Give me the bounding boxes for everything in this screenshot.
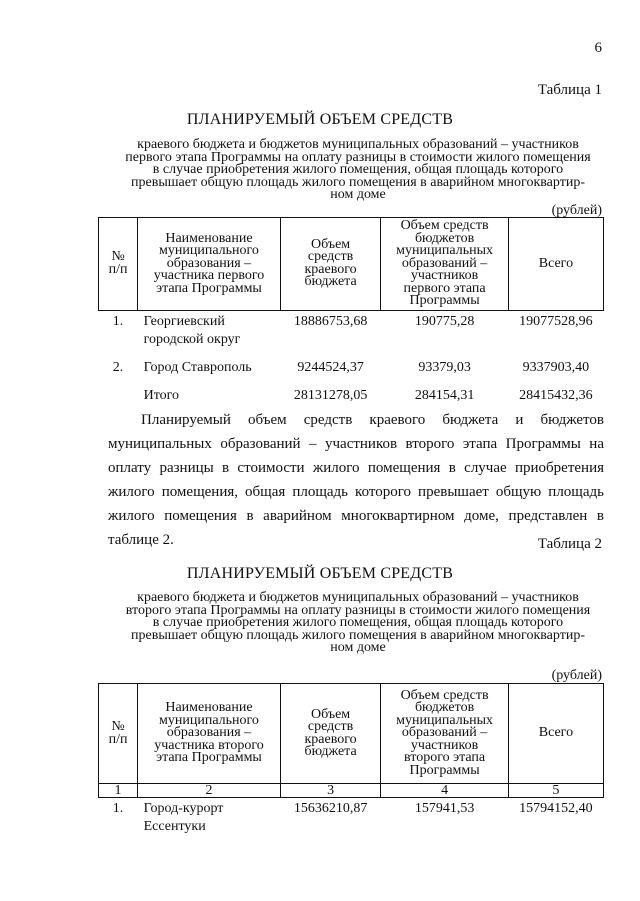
row-regional: 9244524,37 xyxy=(297,359,364,375)
row-regional: 18886753,68 xyxy=(293,313,368,329)
total-label: Итого xyxy=(143,387,180,403)
row-total: 19077528,96 xyxy=(519,313,593,329)
table1-label: Таблица 1 xyxy=(537,82,602,98)
row-name: Георгиевский городской округ xyxy=(143,313,241,347)
row-name: Город Ставрополь xyxy=(143,359,252,375)
header-name: Наименование муниципального образования – участника первого этапа Программы xyxy=(138,218,281,311)
table1-subtitle: краевого бюджета и бюджетов муниципальных образований – участников первого этапа Программы на оплату разницы в стоимости жилого помещения в случае приобретения жилого помещения, общая площадь которого превышает общую площадь жилого помещения в аварийном многоквартир- ном доме xyxy=(125,137,591,202)
header-num: № п/п xyxy=(99,684,138,784)
table1-title: ПЛАНИРУЕМЫЙ ОБЪЕМ СРЕДСТВ xyxy=(186,111,454,128)
header-regional: Объем средств краевого бюджета xyxy=(280,218,380,311)
table2-unit: (рублей) xyxy=(551,668,602,683)
table-row xyxy=(99,798,604,837)
total-row xyxy=(99,385,604,405)
row-num: 1. xyxy=(112,801,124,816)
row-regional: 15636210,87 xyxy=(293,801,368,816)
row-name: Город-курорт Ессентуки xyxy=(143,801,224,834)
table1 xyxy=(98,217,604,405)
table2-label: Таблица 2 xyxy=(537,536,602,552)
page-number: 6 xyxy=(594,40,602,56)
row-municipal: 157941,53 xyxy=(414,801,475,816)
column-number: 5 xyxy=(508,784,603,798)
total-total: 28415432,36 xyxy=(519,387,593,403)
column-number: 1 xyxy=(99,784,138,798)
header-num: № п/п xyxy=(99,218,138,311)
total-regional: 28131278,05 xyxy=(293,387,368,403)
table2-subtitle: краевого бюджета и бюджетов муниципальных образований – участников второго этапа Программы на оплату разницы в стоимости жилого помещения в случае приобретения жилого помещения, общая площадь которого превышает общую площадь жилого помещения в аварийном многоквартир- ном доме xyxy=(125,590,591,655)
header-total: Всего xyxy=(508,684,603,784)
row-municipal: 93379,03 xyxy=(418,359,471,375)
column-number: 3 xyxy=(280,784,380,798)
column-number: 4 xyxy=(381,784,509,798)
row-municipal: 190775,28 xyxy=(414,313,475,329)
body-paragraph: Планируемый объем средств краевого бюджета и бюджетов муниципальных образований – участников второго этапа Программы на оплату разницы в стоимости жилого помещения в случае приобретения жилого помещения, общая площадь которого превышает общую площадь жилого помещения в аварийном многоквартирном доме, представлен в таблице 2. xyxy=(108,412,604,548)
total-municipal: 284154,31 xyxy=(414,387,475,403)
table-row xyxy=(99,355,604,385)
header-municipal: Объем средств бюджетов муниципальных образований – участников первого этапа Программы xyxy=(381,218,509,311)
column-number: 2 xyxy=(138,784,281,798)
header-name: Наименование муниципального образования – участника второго этапа Программы xyxy=(138,684,281,784)
table2 xyxy=(98,683,604,836)
column-numbers-row xyxy=(99,784,604,798)
header-total: Всего xyxy=(508,218,603,311)
table2-title: ПЛАНИРУЕМЫЙ ОБЪЕМ СРЕДСТВ xyxy=(186,565,454,582)
table-row xyxy=(99,310,604,355)
row-num: 1. xyxy=(112,313,124,329)
row-total: 15794152,40 xyxy=(519,801,593,816)
row-total: 9337903,40 xyxy=(522,359,590,375)
row-num: 2. xyxy=(112,359,124,375)
header-regional: Объем средств краевого бюджета xyxy=(280,684,380,784)
table1-unit: (рублей) xyxy=(551,203,602,218)
header-municipal: Объем средств бюджетов муниципальных образований – участников второго этапа Программы xyxy=(381,684,509,784)
